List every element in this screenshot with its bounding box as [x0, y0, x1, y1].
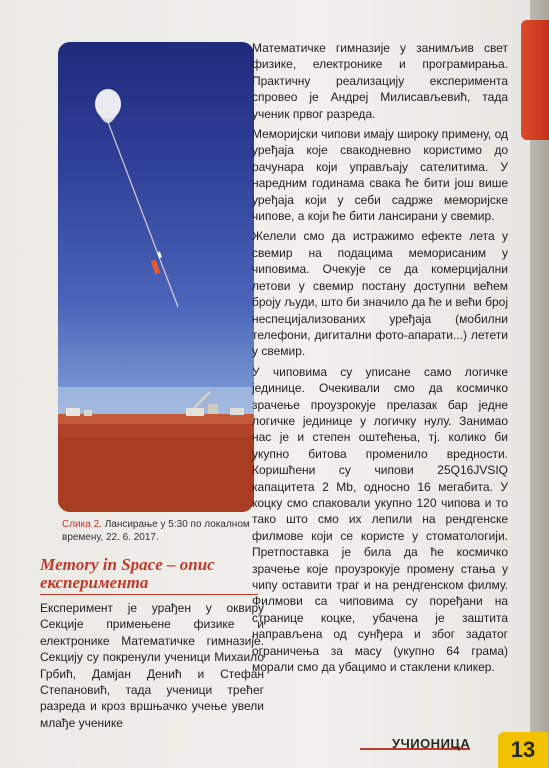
left-paragraph: Експеримент је урађен у оквиру Секције примењене физике и електронике Математичке гимназије. Секцију су покренули ученици Михаило Грбић, Дамјан Денић и Стефан Степановић, тада ученици трећег разреда и кроз вршњачко учење увели млађе ученике — [40, 601, 264, 730]
photo-caption — [62, 518, 262, 544]
right-paragraph-4: У чиповима су уписане само логичке јединице. Очекивали смо да космичко зрачење проузрокује прелазак бар једне логичке јединице у логичку нулу. Занимао нас је и степен оштећења, тј. колико би укупно битова променило вредности. Коришћени су чипови 25Q16JVSIQ капацитета 2 Mb, односно 16 мегабита. У коцку смо спаковали укупно 120 чипова и то тако што смо их лепили на рендгенске филмове који се користе у стоматологији. Претпоставка је била да ће космичко зрачење које проузрокује промену стања у чипу оставити траг и на рендгенском филму. Филмови са чиповима су поређани на странице коцке, убачена је заштита направљена од сунђера и због задатог ограничења за масу (укупно 64 грама) морали смо да убацимо и стаклени кликер. — [252, 364, 508, 675]
title-underline — [40, 594, 258, 595]
right-column — [252, 40, 508, 679]
caption-text: Лансирање у 5:30 по локалном времену, 22. 6. 2017. — [62, 519, 250, 543]
footer-label: УЧИОНИЦА — [392, 736, 471, 751]
right-paragraph-1: Математичке гимназије у занимљив свет физике, електронике и програмирања. Практичну реализацију експеримента спровео је Андреј Милисављевић, тада ученик првог разреда. — [252, 41, 508, 121]
right-paragraph-3: Желели смо да истражимо ефекте лета у свемир на подацима меморисаним у чиповима. Очекује се да комерцијални летови у свемир постану доступни већем броју људи, што би значило да ће и већи број неспецијализованих уређаја (мобилни телефони, дигитални фото-апарати...) летети у свемир. — [252, 229, 508, 359]
right-paragraph-2: Меморијски чипови имају широку примену, од уређаја које свакодневно користимо до рачунара који управљају сателитима. У наредним годинама свака ће бити још више уређаја који у себи садрже меморијске чипове, а који ће бити лансирани у свемир. — [252, 127, 508, 224]
balloon-launch-photo — [58, 42, 254, 512]
section-title: Memory in Space – опис експеримента — [40, 555, 215, 592]
caption-label: Слика 2. — [62, 519, 102, 530]
page-number: 13 — [498, 732, 548, 768]
left-column — [40, 600, 264, 731]
red-page-tab — [521, 20, 549, 140]
